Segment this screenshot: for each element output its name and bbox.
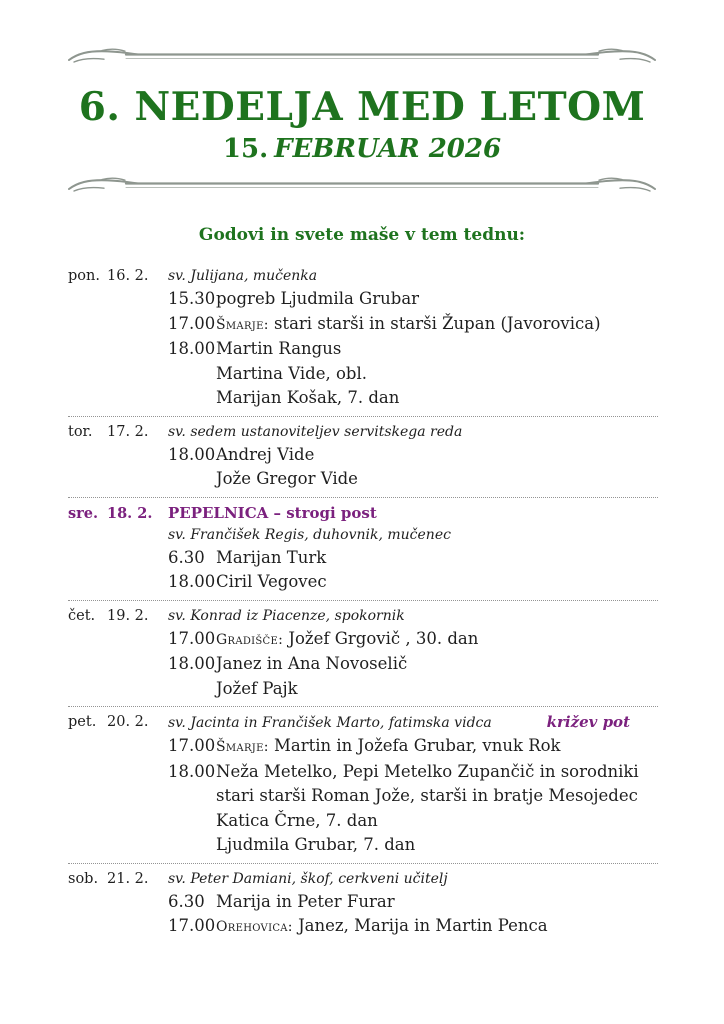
schedule-day-block: [68, 416, 658, 497]
mass-entry: [168, 386, 658, 411]
mass-entry: [168, 652, 658, 677]
mass-intention: stari starši Roman Jože, starši in bratje Mesojedec: [216, 786, 638, 806]
holiday-label: PEPELNICA – strogi post: [168, 503, 377, 522]
mass-intention: pogreb Ljudmila Grubar: [216, 289, 420, 309]
mass-entry: [168, 287, 658, 312]
day-content: [168, 868, 658, 940]
feast-name: sv. Jacinta in Frančišek Marto, fatimska vidca: [168, 715, 492, 732]
day-date: 16. 2.: [107, 268, 149, 285]
section-heading: Godovi in svete maše v tem tednu:: [198, 225, 526, 246]
mass-intention: Marija in Peter Furar: [216, 891, 395, 911]
mass-entry: [168, 809, 658, 834]
schedule-day-block: [68, 261, 658, 416]
mass-time: [168, 809, 216, 834]
schedule-day-block: [68, 863, 658, 945]
mass-location: Šmarje:: [216, 316, 269, 333]
feast-line: [168, 524, 658, 546]
mass-time: 18.00: [168, 654, 216, 674]
feast-name: sv. sedem ustanoviteljev servitskega reda: [168, 423, 463, 440]
mass-intention: Martina Vide, obl.: [216, 363, 367, 383]
decorative-divider-bottom: [68, 173, 656, 199]
day-label: pon.: [68, 268, 100, 285]
schedule-day-block: [68, 497, 658, 600]
mass-time: 18.00: [168, 444, 216, 464]
mass-intention: Martin Rangus: [216, 339, 342, 359]
day-label: pet.: [68, 714, 97, 731]
mass-time: 17.00: [168, 628, 216, 648]
day-date: 21. 2.: [107, 870, 149, 887]
day-content: [168, 711, 658, 858]
mass-intention: Andrej Vide: [216, 444, 315, 464]
feast-line: [168, 868, 658, 890]
mass-time: [168, 784, 216, 809]
day-date: 17. 2.: [107, 423, 149, 440]
mass-entry: [168, 627, 658, 653]
mass-location: Orehovica:: [216, 919, 293, 936]
mass-intention: Ciril Vegovec: [216, 572, 327, 592]
feast-line: [168, 421, 658, 443]
mass-time: [168, 362, 216, 387]
mass-time: 17.00: [168, 916, 216, 936]
day-content: [168, 265, 658, 411]
mass-entry: [168, 546, 658, 571]
mass-intention: Janez in Ana Novoselič: [216, 654, 408, 674]
mass-time: [168, 833, 216, 858]
day-label: čet.: [68, 607, 96, 624]
mass-time: 17.00: [168, 313, 216, 333]
mass-intention: Jože Gregor Vide: [216, 469, 358, 489]
mass-time: [168, 386, 216, 411]
mass-time: 18.00: [168, 572, 216, 592]
decorative-divider-top: [68, 44, 656, 70]
day-content: [168, 605, 658, 702]
mass-intention: Orehovica: Janez, Marija in Martin Penca: [216, 916, 548, 936]
mass-intention: Marijan Turk: [216, 547, 327, 567]
mass-entry: [168, 467, 658, 492]
mass-intention: Jožef Pajk: [216, 678, 298, 698]
day-date: 19. 2.: [107, 607, 149, 624]
mass-entry: [168, 312, 658, 338]
mass-time: 17.00: [168, 736, 216, 756]
mass-time: 18.00: [168, 339, 216, 359]
mass-entry: [168, 760, 658, 785]
mass-intention: Ljudmila Grubar, 7. dan: [216, 835, 416, 855]
mass-entry: [168, 890, 658, 915]
mass-entry: [168, 833, 658, 858]
mass-intention: Marijan Košak, 7. dan: [216, 388, 400, 408]
mass-entry: [168, 677, 658, 702]
mass-intention: Katica Črne, 7. dan: [216, 810, 378, 830]
mass-intention: Šmarje: stari starši in starši Župan (Javorovica): [216, 313, 601, 333]
mass-time: 15.30: [168, 289, 216, 309]
subtitle-day: 15.: [222, 133, 269, 164]
mass-time: [168, 467, 216, 492]
mass-entry: [168, 914, 658, 940]
mass-entry: [168, 784, 658, 809]
mass-entry: [168, 337, 658, 362]
page-title: 6. NEDELJA MED LETOM: [78, 84, 646, 130]
mass-location: Gradišče:: [216, 631, 284, 648]
mass-intention: Gradišče: Jožef Grgovič , 30. dan: [216, 628, 479, 648]
feast-name: sv. Frančišek Regis, duhovnik, mučenec: [168, 526, 451, 543]
day-date: 20. 2.: [107, 714, 149, 731]
day-date: 18. 2.: [107, 504, 153, 522]
day-label: sre.: [68, 504, 99, 522]
mass-entry: [168, 734, 658, 760]
devotion-note: križev pot: [546, 713, 630, 732]
feast-name: sv. Konrad iz Piacenze, spokornik: [168, 607, 405, 624]
day-content: [168, 421, 658, 492]
mass-intention: Neža Metelko, Pepi Metelko Zupančič in sorodniki: [216, 761, 639, 781]
mass-time: 18.00: [168, 761, 216, 781]
mass-time: 6.30: [168, 891, 205, 911]
feast-name: sv. Peter Damiani, škof, cerkveni učitelj: [168, 870, 448, 887]
page-subtitle: [0, 135, 724, 164]
day-label: sob.: [68, 870, 99, 887]
feast-line: [168, 265, 658, 287]
mass-entry: [168, 362, 658, 387]
feast-line: [168, 711, 658, 734]
mass-entry: [168, 443, 658, 468]
mass-schedule: [68, 261, 658, 945]
feast-line: [168, 605, 658, 627]
subtitle-month-year: FEBRUAR 2026: [274, 133, 502, 164]
mass-time: [168, 677, 216, 702]
schedule-day-block: [68, 706, 658, 863]
mass-intention: Šmarje: Martin in Jožefa Grubar, vnuk Rok: [216, 736, 561, 756]
day-content: [168, 502, 658, 595]
feast-name: sv. Julijana, mučenka: [168, 268, 318, 285]
schedule-day-block: [68, 600, 658, 707]
mass-entry: [168, 570, 658, 595]
mass-location: Šmarje:: [216, 739, 269, 756]
mass-time: 6.30: [168, 547, 205, 567]
day-label: tor.: [68, 423, 93, 440]
